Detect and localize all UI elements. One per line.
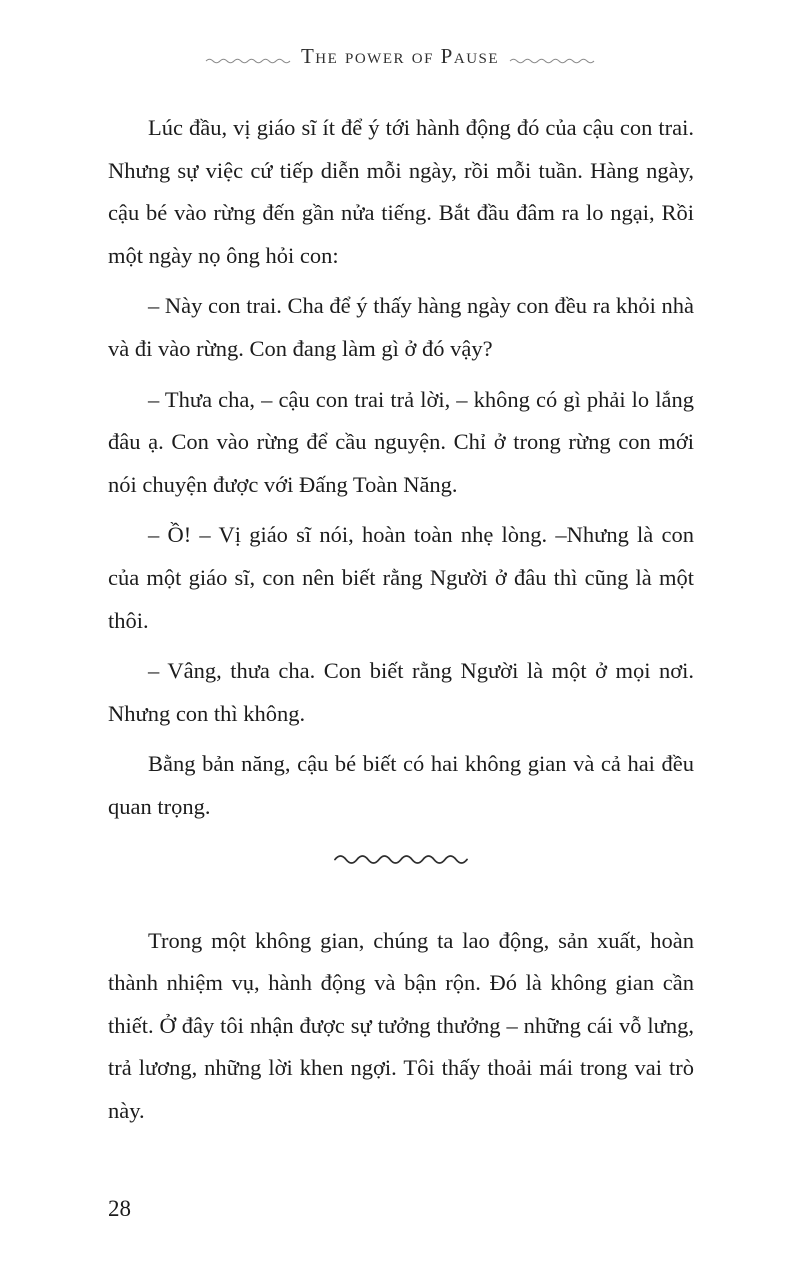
section-divider [108, 851, 694, 870]
paragraph: – Này con trai. Cha để ý thấy hàng ngày con đều ra khỏi nhà và đi vào rừng. Con đang làm gì ở đó vậy? [108, 293, 694, 361]
paragraph: – Thưa cha, – cậu con trai trả lời, – không có gì phải lo lắng đâu ạ. Con vào rừng để cầu nguyện. Chỉ ở trong rừng con mới nói chuyện được với Đấng Toàn Năng. [108, 386, 694, 497]
paragraph: Lúc đầu, vị giáo sĩ ít để ý tới hành động đó của cậu con trai. Nhưng sự việc cứ tiếp diễn mỗi ngày, rồi mỗi tuần. Hàng ngày, cậu bé vào rừng đến gần nửa tiếng. Bắt đầu đâm ra lo ngại, Rồi một ngày nọ ông hỏi con: [108, 115, 694, 268]
page-body [108, 107, 694, 1140]
running-header-title: The power of Pause [300, 44, 500, 68]
squiggle-right-icon [509, 56, 595, 66]
squiggle-left-icon [205, 56, 291, 66]
paragraph: Bằng bản năng, cậu bé biết có hai không gian và cả hai đều quan trọng. [108, 751, 694, 819]
paragraph: – Vâng, thưa cha. Con biết rằng Người là một ở mọi nơi. Nhưng con thì không. [108, 658, 694, 726]
paragraph: – Ồ! – Vị giáo sĩ nói, hoàn toàn nhẹ lòng. –Nhưng là con của một giáo sĩ, con nên biết rằng Người ở đâu thì cũng là một thôi. [108, 522, 694, 633]
paragraph: Trong một không gian, chúng ta lao động, sản xuất, hoàn thành nhiệm vụ, hành động và bận rộn. Đó là không gian cần thiết. Ở đây tôi nhận được sự tưởng thưởng – những cái vỗ lưng, trả lương, những lời khen ngợi. Tôi thấy thoải mái trong vai trò này. [108, 927, 694, 1123]
wave-divider-icon [333, 851, 469, 865]
running-header [0, 44, 800, 69]
page-number: 28 [108, 1196, 131, 1221]
